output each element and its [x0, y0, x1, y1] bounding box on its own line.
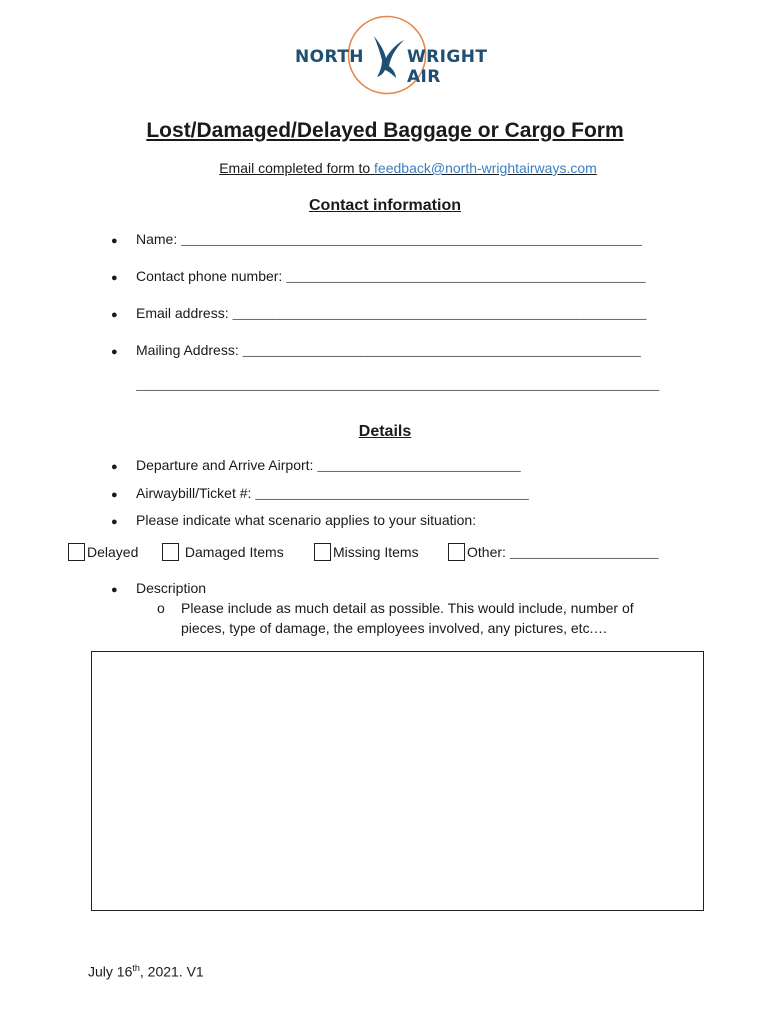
contact-heading: Contact information — [309, 197, 461, 214]
option-label: Damaged Items — [184, 544, 284, 560]
mailing-address-field[interactable] — [111, 342, 640, 360]
field-label: Contact phone number: — [136, 268, 283, 284]
description-item — [111, 580, 206, 596]
ticket-field[interactable] — [111, 485, 528, 503]
email-prompt: Email completed form to — [219, 160, 371, 176]
email-field[interactable] — [111, 305, 646, 323]
email-link[interactable]: feedback@north-wrightairways.com — [374, 160, 597, 176]
description-hint — [157, 598, 677, 638]
bullet-icon: ● — [111, 272, 118, 284]
bullet-icon: ● — [111, 584, 118, 596]
field-blank[interactable]: ___________________________________ — [255, 487, 529, 503]
field-label: Departure and Arrive Airport: — [136, 457, 314, 473]
footer-version — [88, 963, 204, 980]
form-title: Lost/Damaged/Delayed Baggage or Cargo Form — [146, 119, 624, 142]
option-missing-items[interactable] — [314, 543, 419, 561]
description-label: Description — [136, 580, 207, 596]
bullet-icon: ● — [111, 346, 118, 358]
checkbox[interactable] — [448, 543, 465, 561]
option-label: Other: — [467, 544, 506, 560]
checkbox[interactable] — [68, 543, 85, 561]
option-other[interactable] — [448, 543, 658, 562]
field-label: Airwaybill/Ticket #: — [136, 485, 252, 501]
field-label: Mailing Address: — [136, 342, 239, 358]
footer-date-sup: th — [132, 963, 140, 973]
checkbox[interactable] — [162, 543, 179, 561]
option-label: Delayed — [87, 544, 139, 560]
bullet-icon: ● — [111, 309, 118, 321]
footer-date-suffix: , 2021. V1 — [139, 963, 204, 980]
bullet-icon: ● — [111, 489, 118, 501]
logo-text-right: WRIGHT AIR — [407, 47, 488, 87]
bullet-icon: ● — [111, 516, 118, 528]
bird-icon — [374, 36, 404, 78]
checkbox[interactable] — [314, 543, 331, 561]
bullet-icon: ● — [111, 461, 118, 473]
option-delayed[interactable] — [68, 543, 138, 561]
airport-field[interactable] — [111, 457, 520, 475]
field-blank[interactable]: ______________________________________________ — [286, 270, 646, 286]
option-other-blank[interactable]: ___________________ — [509, 546, 659, 562]
option-label: Missing Items — [333, 544, 419, 560]
bullet-icon: ● — [111, 235, 118, 247]
option-damaged-items[interactable] — [162, 543, 284, 561]
description-hint-text: Please include as much detail as possible. This would include, number of pieces, type of damage, the employees involved, any pictures, etc.… — [181, 600, 634, 636]
field-blank[interactable]: ___________________________________________________________________ — [136, 378, 659, 394]
details-heading: Details — [358, 423, 412, 440]
field-label: Name: — [136, 231, 178, 247]
logo-text-left: NORTH — [295, 47, 364, 67]
mailing-address-line2[interactable] — [136, 378, 659, 394]
company-logo — [292, 14, 524, 96]
field-blank[interactable]: ___________________________________________________ — [242, 344, 641, 360]
field-blank[interactable]: ___________________________________________________________ — [181, 233, 642, 249]
email-instruction — [0, 160, 770, 176]
field-blank[interactable]: __________________________ — [317, 459, 521, 475]
phone-field[interactable] — [111, 268, 645, 286]
name-field[interactable] — [111, 231, 641, 249]
sub-bullet-icon: o — [157, 600, 165, 616]
footer-date-prefix: July 16 — [88, 963, 133, 980]
scenario-prompt-text: Please indicate what scenario applies to your situation: — [136, 512, 477, 528]
field-blank[interactable]: _____________________________________________________ — [232, 307, 646, 323]
scenario-prompt — [111, 512, 476, 528]
field-label: Email address: — [136, 305, 229, 321]
description-textbox[interactable] — [91, 651, 704, 911]
